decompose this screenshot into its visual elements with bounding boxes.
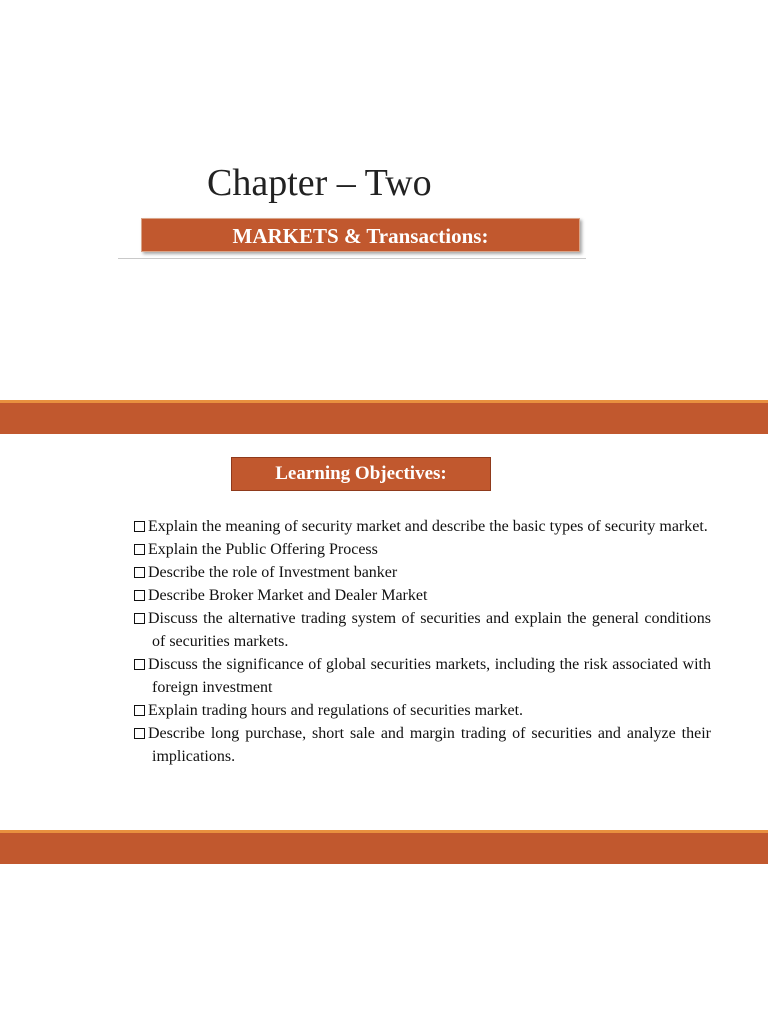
list-item	[134, 538, 711, 561]
bottom-band	[0, 833, 768, 864]
objective-text: Describe the role of Investment banker	[148, 564, 398, 581]
hollow-square-bullet-icon	[134, 590, 145, 601]
hollow-square-bullet-icon	[134, 521, 145, 532]
objective-text: Explain trading hours and regulations of securities market.	[148, 702, 524, 719]
objective-text: Explain the Public Offering Process	[148, 541, 378, 558]
list-item	[134, 722, 711, 768]
hollow-square-bullet-icon	[134, 544, 145, 555]
section-banner: MARKETS & Transactions:	[141, 218, 580, 252]
chapter-title: Chapter – Two	[207, 162, 432, 204]
objective-text: Describe long purchase, short sale and margin trading of securities and analyze their implications.	[148, 725, 711, 765]
objective-text: Explain the meaning of security market and describe the basic types of security market.	[148, 518, 708, 535]
list-item	[134, 561, 711, 584]
list-item	[134, 653, 711, 699]
top-band	[0, 403, 768, 434]
hollow-square-bullet-icon	[134, 567, 145, 578]
list-item	[134, 515, 711, 538]
list-item	[134, 607, 711, 653]
list-item	[134, 584, 711, 607]
banner-divider	[118, 258, 586, 259]
objectives-heading: Learning Objectives:	[231, 457, 491, 491]
objective-text: Discuss the alternative trading system of securities and explain the general conditions of securities markets.	[148, 610, 711, 650]
objectives-list	[134, 515, 711, 768]
objective-text: Discuss the significance of global securities markets, including the risk associated with foreign investment	[148, 656, 711, 696]
hollow-square-bullet-icon	[134, 728, 145, 739]
hollow-square-bullet-icon	[134, 613, 145, 624]
list-item	[134, 699, 711, 722]
hollow-square-bullet-icon	[134, 705, 145, 716]
objective-text: Describe Broker Market and Dealer Market	[148, 587, 428, 604]
hollow-square-bullet-icon	[134, 659, 145, 670]
